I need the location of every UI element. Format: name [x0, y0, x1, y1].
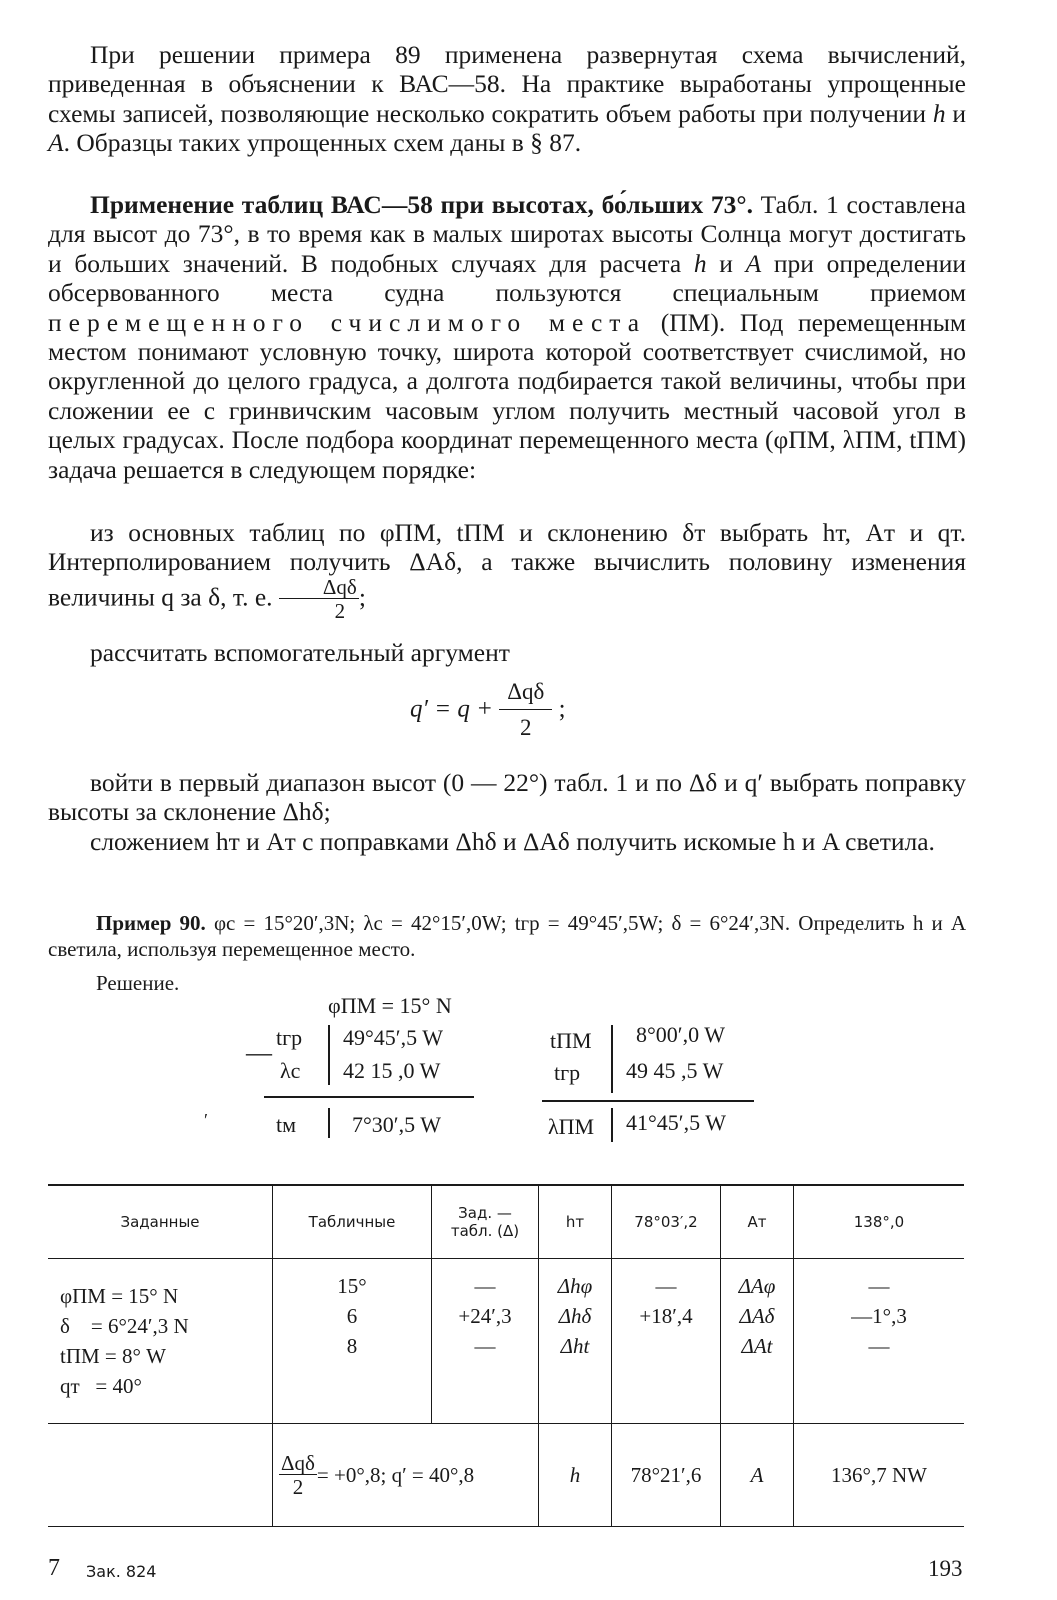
paragraph-5: войти в первый диапазон высот (0 — 22°) табл. 1 и по Δδ и q′ выбрать поправку высоты за склонение Δhδ;	[48, 768, 966, 827]
formula-numerator: Δqδ	[499, 680, 552, 710]
table-row	[48, 1424, 964, 1527]
given-t: tПМ = 8° W	[60, 1344, 166, 1368]
paragraph-6: сложением hт и Aт с поправками Δhδ и ΔAδ получить искомые h и A светила.	[90, 827, 935, 856]
cell-h-corr	[539, 1259, 612, 1424]
solution-label: Решение.	[96, 971, 180, 995]
calc-right-label-1: tПМ	[550, 1028, 592, 1053]
fraction-dq	[279, 574, 359, 623]
spaced-term: перемещенного счислимого места	[48, 307, 647, 337]
example-label: Пример 90.	[96, 911, 206, 935]
h-corr-2: Δhδ	[558, 1304, 592, 1328]
calc-right-value-3: 41°45′,5 W	[626, 1110, 726, 1135]
cell-delta	[432, 1259, 539, 1424]
cell-a-val	[794, 1259, 965, 1424]
calc-right-value-2: 49 45 ,5 W	[626, 1058, 724, 1083]
formula-semicolon: ;	[558, 695, 566, 723]
paragraph-1-end: . Образцы таких упрощенных схем даны в § 87.	[63, 128, 582, 158]
a-corr-3: ΔAt	[741, 1334, 773, 1358]
calc-right-vrule-2	[611, 1108, 613, 1142]
var-h: h	[693, 248, 707, 278]
th-tabular: Табличные	[273, 1185, 432, 1259]
row2-a-value: 136°,7 NW	[794, 1424, 965, 1527]
th-delta: Зад. — табл. (Δ)	[432, 1185, 539, 1259]
p2-part-b: и	[706, 248, 746, 278]
p2-part-a: Табл. 1 составлена для высот до 73°, в то время как в малых широтах высоты Солнца могут достигать и больших значений. В подобных случаях для расчета	[48, 190, 966, 278]
formula-denominator: 2	[520, 715, 532, 740]
row2-q-prime-text: = +0°,8; q′ = 40°,8	[316, 1462, 475, 1487]
p2-part-c: при определении обсервованного места судна пользуются специальным приемом	[48, 248, 967, 308]
cell-tabular	[273, 1259, 432, 1424]
var-h: h	[932, 98, 946, 128]
calc-right-vrule-1	[611, 1025, 613, 1093]
calc-right-label-3: λПМ	[548, 1114, 595, 1139]
a-corr-1: ΔAφ	[738, 1274, 776, 1298]
delta-3: —	[474, 1334, 496, 1358]
cell-a-corr	[721, 1259, 794, 1424]
th-a-value: 138°,0	[794, 1185, 965, 1259]
a-val-1: —	[868, 1274, 890, 1298]
cell-given	[48, 1259, 273, 1424]
calc-left-value-1: 49°45′,5 W	[343, 1025, 443, 1050]
calc-left-vrule-1	[328, 1025, 330, 1085]
tab-2: 6	[346, 1304, 358, 1328]
delta-1: —	[474, 1274, 496, 1298]
paragraph-3-text: из основных таблиц по φПМ, tПМ и склонению δт выбрать hт, Aт и qт. Интерполированием получить ΔAδ, а также вычислить половину изменения величины q за δ, т. е.	[48, 518, 966, 612]
formula-fraction	[499, 680, 552, 739]
h-val-2: +18′,4	[639, 1304, 693, 1328]
paragraph-3	[48, 518, 966, 622]
conj: и	[945, 98, 967, 128]
row2-h-value: 78°21′,6	[612, 1424, 721, 1527]
calc-right-rule	[542, 1100, 754, 1102]
cell-h-val	[612, 1259, 721, 1424]
given-q: qт = 40°	[60, 1374, 142, 1398]
given-delta: δ = 6°24′,3 N	[60, 1314, 189, 1338]
th-given: Заданные	[48, 1185, 273, 1259]
a-corr-2: ΔAδ	[739, 1304, 775, 1328]
th-h-t: hт	[539, 1185, 612, 1259]
row2-frac-num: Δqδ	[281, 1450, 315, 1475]
given-phi: φПМ = 15° N	[60, 1284, 179, 1308]
formula-lhs: q′ = q +	[410, 695, 493, 723]
var-A: A	[48, 128, 64, 158]
stray-tick: ′	[204, 1110, 208, 1130]
a-val-3: —	[868, 1334, 890, 1358]
row2-fraction	[279, 1450, 317, 1499]
table-row	[48, 1259, 964, 1424]
var-A: A	[745, 248, 762, 278]
row2-a: A	[721, 1424, 794, 1527]
semicolon: ;	[358, 582, 366, 612]
th-a-t: Aт	[721, 1185, 794, 1259]
th-h-value: 78°03′,2	[612, 1185, 721, 1259]
calc-left-value-3: 7°30′,5 W	[352, 1112, 441, 1137]
phi-pm-line: φПМ = 15° N	[328, 993, 452, 1018]
tab-1: 15°	[337, 1274, 367, 1298]
tab-3: 8	[346, 1334, 358, 1358]
results-table	[48, 1184, 964, 1527]
paragraph-2	[48, 190, 966, 484]
page-number: 193	[928, 1556, 963, 1581]
formula-q-prime	[410, 680, 566, 739]
section-heading: Применение таблиц ВАС—58 при высотах, бо́льших 73°.	[90, 190, 753, 219]
row2-h: h	[539, 1424, 612, 1527]
calc-left-label-3: tм	[276, 1112, 297, 1137]
paragraph-4: рассчитать вспомогательный аргумент	[90, 638, 510, 667]
paragraph-1	[48, 40, 966, 158]
calc-left-label-2: λс	[280, 1058, 301, 1083]
footer-signature-number: 7	[48, 1555, 60, 1581]
calc-left-vrule-2	[328, 1108, 330, 1138]
h-val-1: —	[655, 1274, 677, 1298]
fraction-numerator: Δqδ	[279, 577, 359, 599]
row2-frac-den: 2	[292, 1474, 304, 1499]
calc-left-label-1: tгр	[276, 1025, 303, 1050]
paragraph-1-text: При решении примера 89 применена развернутая схема вычислений, приведенная в объяснении к ВАС—58. На практике выработаны упрощенные схемы записей, позволяющие несколько сократить объем работы при получении	[48, 40, 966, 128]
fraction-denominator: 2	[334, 598, 346, 623]
footer-order-number: Зак. 824	[86, 1562, 157, 1581]
h-corr-3: Δht	[560, 1334, 590, 1358]
table-header-row	[48, 1185, 964, 1259]
calc-left-value-2: 42 15 ,0 W	[343, 1058, 441, 1083]
delta-2: +24′,3	[458, 1304, 512, 1328]
h-corr-1: Δhφ	[557, 1274, 593, 1298]
calc-left-rule	[264, 1096, 474, 1098]
p2-part-d: (ПМ). Под перемещенным местом понимают условную точку, широта которой соответствует счислимой, но округленной до целого градуса, а долгота подбирается такой величины, чтобы при сложении ее с гринвичским часовым углом получить местный часовой угол в целых градусах. После подбора координат перемещенного места (φПМ, λПМ, tПМ) задача решается в следующем порядке:	[48, 307, 966, 484]
example-text: φс = 15°20′,3N; λс = 42°15′,0W; tгр = 49°45′,5W; δ = 6°24′,3N. Определить h и A светила, используя перемещенное место.	[48, 911, 967, 961]
example-90	[48, 910, 966, 962]
cell-q-prime	[273, 1424, 539, 1527]
minus-sign: —	[246, 1038, 272, 1067]
cell-empty	[48, 1424, 273, 1527]
calc-right-value-1: 8°00′,0 W	[636, 1022, 725, 1047]
a-val-2: —1°,3	[851, 1304, 907, 1328]
calc-right-label-2: tгр	[554, 1060, 581, 1085]
